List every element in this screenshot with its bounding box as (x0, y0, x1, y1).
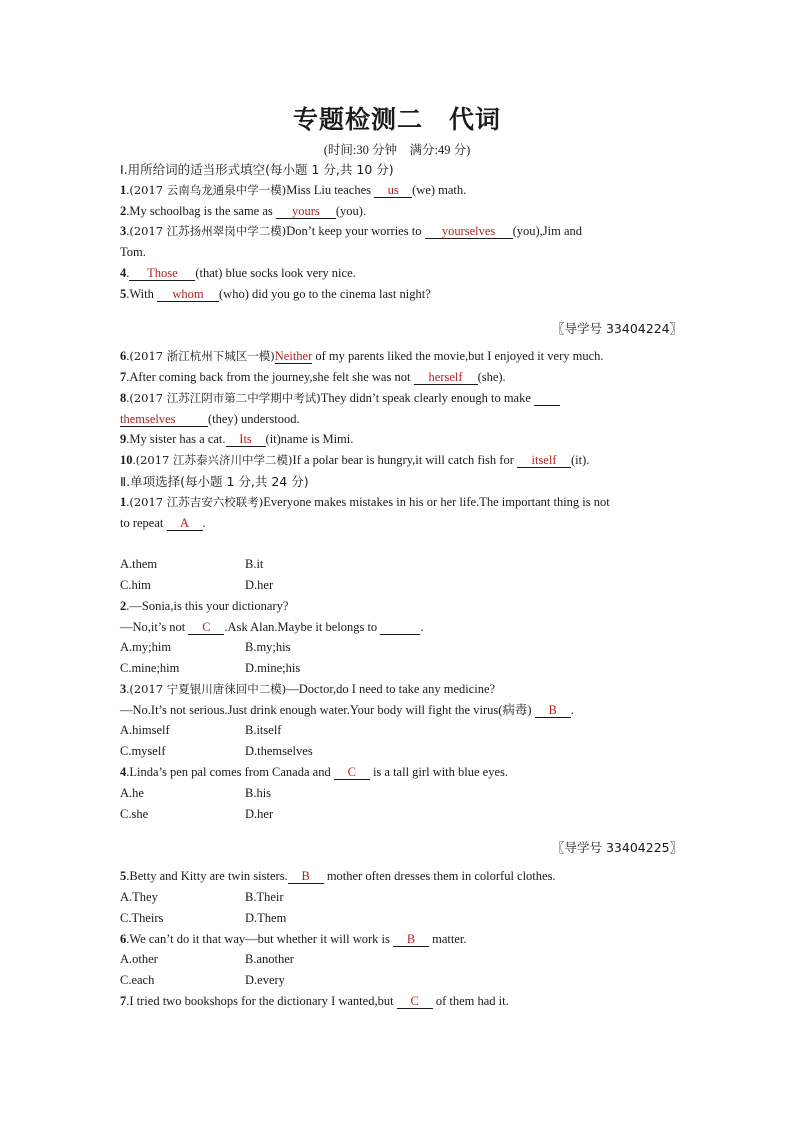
option-d[interactable]: D.mine;his (245, 661, 301, 675)
option-a[interactable]: A.They (120, 890, 158, 904)
option-d[interactable]: D.her (245, 578, 274, 592)
option-c[interactable]: C.myself (120, 744, 166, 758)
answer-blank[interactable]: herself (414, 370, 478, 385)
answer-blank-start[interactable] (534, 391, 560, 406)
option-c[interactable]: C.she (120, 807, 149, 821)
answer-blank[interactable]: C (397, 994, 433, 1009)
answer-blank[interactable]: B (393, 932, 429, 947)
question-9: 9.My sister has a cat. Its (it)name is Mimi. (120, 432, 354, 446)
question-7: 7.After coming back from the journey,she felt she was not herself (she). (120, 370, 506, 384)
option-a[interactable]: A.them (120, 557, 158, 571)
option-b[interactable]: B.Their (245, 890, 284, 904)
option-b[interactable]: B.another (245, 952, 294, 966)
option-c[interactable]: C.Theirs (120, 911, 164, 925)
question-3: 3.(2017 江苏扬州翠岗中学二模)Don’t keep your worries to yourselves (you),Jim and (120, 224, 582, 238)
page-title: 专题检测二 代词 (292, 105, 501, 134)
option-a[interactable]: A.other (120, 952, 158, 966)
option-b[interactable]: B.itself (245, 723, 282, 737)
question-5: 5.With whom (who) did you go to the cinema last night? (120, 287, 431, 301)
answer-blank[interactable]: itself (517, 453, 571, 468)
option-d[interactable]: D.her (245, 807, 274, 821)
question-6: 6.(2017 浙江杭州下城区一模)Neither of my parents liked the movie,but I enjoyed it very much. (120, 349, 604, 363)
option-a[interactable]: A.himself (120, 723, 170, 737)
answer-blank[interactable]: C (334, 765, 370, 780)
answer-blank[interactable]: us (374, 183, 412, 198)
choice-question-7: 7.I tried two bookshops for the dictionary I wanted,but C of them had it. (120, 994, 509, 1008)
answer-blank[interactable]: B (288, 869, 324, 884)
question-8: 8.(2017 江苏江阴市第二中学期中考试)They didn’t speak clearly enough to make (120, 391, 560, 406)
choice-question-5: 5.Betty and Kitty are twin sisters. B mother often dresses them in colorful clothes. (120, 869, 556, 883)
guide-number: 〖导学号 33404225〗 (552, 840, 683, 855)
option-d[interactable]: D.every (245, 973, 285, 987)
question-10: 10.(2017 江苏泰兴济川中学二模)If a polar bear is hungry,it will catch fish for itself (it). (120, 453, 590, 467)
option-a[interactable]: A.my;him (120, 640, 172, 654)
option-c[interactable]: C.each (120, 973, 155, 987)
option-b[interactable]: B.his (245, 786, 272, 800)
choice-question-3: 3.(2017 宁夏银川唐徕回中二模)—Doctor,do I need to take any medicine? (120, 682, 496, 696)
option-c[interactable]: C.mine;him (120, 661, 180, 675)
section-2-heading: Ⅱ.单项选择(每小题 1 分,共 24 分) (120, 474, 309, 489)
question-3-cont: Tom. (120, 245, 146, 259)
option-a[interactable]: A.he (120, 786, 144, 800)
question-8-cont: themselves (they) understood. (120, 412, 300, 426)
choice-question-2: 2.—Sonia,is this your dictionary? (120, 599, 289, 613)
option-d[interactable]: D.themselves (245, 744, 313, 758)
choice-question-1: 1.(2017 江苏吉安六校联考)Everyone makes mistakes in his or her life.The important thing is not (120, 495, 610, 509)
answer-blank[interactable]: Those (129, 266, 195, 281)
exam-meta: (时间:30 分钟 满分:49 分) (323, 143, 471, 157)
option-b[interactable]: B.my;his (245, 640, 291, 654)
choice-question-4: 4.Linda’s pen pal comes from Canada and C is a tall girl with blue eyes. (120, 765, 508, 779)
answer-blank[interactable]: Neither (274, 349, 313, 363)
option-d[interactable]: D.Them (245, 911, 287, 925)
answer-blank[interactable]: whom (157, 287, 219, 302)
section-1-heading: Ⅰ.用所给词的适当形式填空(每小题 1 分,共 10 分) (120, 162, 394, 177)
question-2: 2.My schoolbag is the same as yours (you). (120, 204, 367, 218)
question-4: 4. Those (that) blue socks look very nice. (120, 266, 356, 280)
option-c[interactable]: C.him (120, 578, 151, 592)
answer-blank[interactable]: C (188, 620, 224, 635)
answer-blank[interactable]: A (167, 516, 203, 531)
choice-question-3-cont: —No.It’s not serious.Just drink enough water.Your body will fight the virus(病毒) B . (120, 703, 574, 717)
answer-blank[interactable]: yourselves (425, 224, 513, 239)
choice-question-2-cont: —No,it’s not C .Ask Alan.Maybe it belongs to . (120, 620, 424, 634)
guide-number: 〖导学号 33404224〗 (552, 321, 683, 336)
answer-blank[interactable]: themselves (120, 412, 208, 427)
answer-blank[interactable]: B (535, 703, 571, 718)
question-1: 1.(2017 云南乌龙通泉中学一模)Miss Liu teaches us (we) math. (120, 183, 467, 197)
empty-blank[interactable] (380, 620, 420, 635)
choice-question-1-cont: to repeat A . (120, 516, 206, 530)
answer-blank[interactable]: Its (226, 432, 266, 447)
option-b[interactable]: B.it (245, 557, 264, 571)
choice-question-6: 6.We can’t do it that way—but whether it will work is B matter. (120, 932, 467, 946)
answer-blank[interactable]: yours (276, 204, 336, 219)
